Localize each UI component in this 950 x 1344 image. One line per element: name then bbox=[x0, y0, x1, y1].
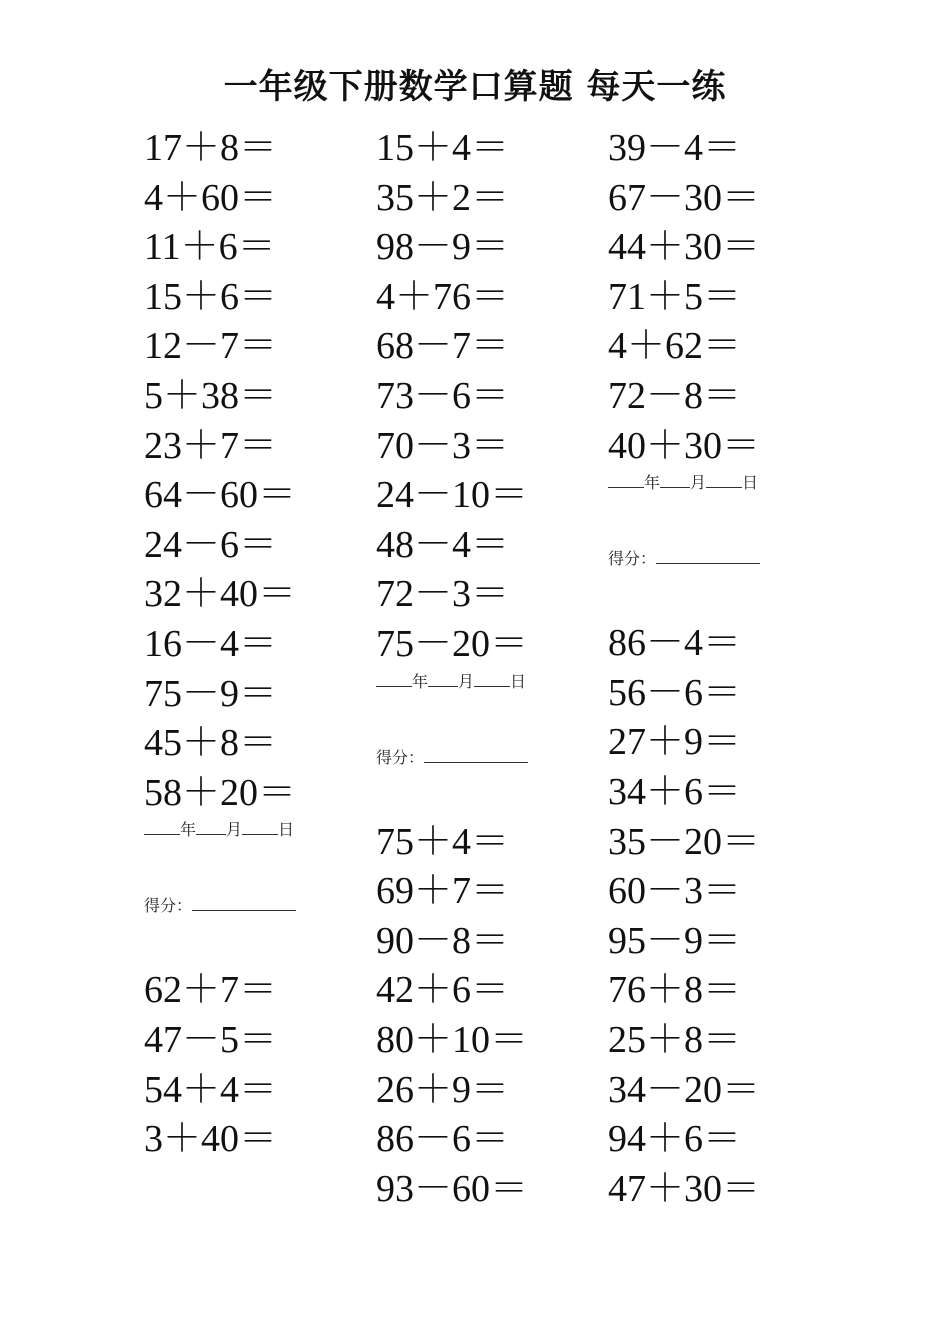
problem-item: 60－3＝ bbox=[608, 870, 742, 913]
day-blank[interactable] bbox=[242, 820, 278, 835]
problem-item: 15＋4＝ bbox=[376, 127, 510, 169]
problem-item: 70－3＝ bbox=[376, 424, 510, 467]
problem-item: 58＋20＝ bbox=[144, 771, 297, 814]
column-2 bbox=[376, 124, 608, 1214]
problem-item: 27＋9＝ bbox=[608, 721, 742, 764]
problem-item: 34＋6＝ bbox=[608, 770, 742, 813]
problem-item: 75＋4＝ bbox=[376, 820, 510, 863]
problem-item: 24－6＝ bbox=[144, 523, 278, 566]
date-line bbox=[144, 818, 376, 842]
problem-item: 44＋30＝ bbox=[608, 226, 761, 269]
month-label: 月 bbox=[226, 820, 243, 840]
problem-item: 5＋38＝ bbox=[144, 374, 278, 417]
problem-item: 45＋8＝ bbox=[144, 722, 278, 765]
problem-item: 4＋76＝ bbox=[376, 275, 510, 318]
date-line bbox=[608, 471, 840, 495]
problem-item: 54＋4＝ bbox=[144, 1068, 278, 1111]
year-blank[interactable] bbox=[144, 820, 180, 835]
problem-item: 47＋30＝ bbox=[608, 1167, 761, 1210]
score-blank[interactable] bbox=[424, 748, 528, 763]
problem-item: 94＋6＝ bbox=[608, 1118, 742, 1161]
month-label: 月 bbox=[690, 473, 707, 493]
problem-item: 67－30＝ bbox=[608, 176, 761, 219]
problem-item: 73－6＝ bbox=[376, 374, 510, 417]
problem-item: 42＋6＝ bbox=[376, 969, 510, 1012]
problem-item: 12－7＝ bbox=[144, 325, 278, 368]
problem-item: 32＋40＝ bbox=[144, 573, 297, 616]
problem-item: 68－7＝ bbox=[376, 325, 510, 368]
problem-item: 69＋7＝ bbox=[376, 870, 510, 913]
year-label: 年 bbox=[644, 473, 661, 493]
month-label: 月 bbox=[458, 671, 475, 691]
problem-item: 75－20＝ bbox=[376, 622, 529, 665]
problem-item: 11＋6＝ bbox=[144, 226, 276, 269]
problem-item: 64－60＝ bbox=[144, 474, 297, 517]
problem-item: 4＋60＝ bbox=[144, 176, 278, 219]
problem-item: 3＋40＝ bbox=[144, 1118, 278, 1161]
year-label: 年 bbox=[180, 820, 197, 840]
problem-item: 80＋10＝ bbox=[376, 1018, 529, 1061]
month-blank[interactable] bbox=[428, 672, 458, 687]
problem-item: 48－4＝ bbox=[376, 523, 510, 566]
problem-item: 15＋6＝ bbox=[144, 275, 278, 318]
problem-item: 35－20＝ bbox=[608, 820, 761, 863]
date-line bbox=[376, 670, 608, 694]
problem-item: 34－20＝ bbox=[608, 1068, 761, 1111]
problem-item: 56－6＝ bbox=[608, 671, 742, 714]
spacer bbox=[144, 842, 376, 894]
column-3 bbox=[608, 124, 840, 1214]
problem-item: 17＋8＝ bbox=[144, 127, 278, 169]
day-blank[interactable] bbox=[706, 473, 742, 488]
score-blank[interactable] bbox=[656, 549, 760, 564]
month-blank[interactable] bbox=[660, 473, 690, 488]
problem-item: 93－60＝ bbox=[376, 1167, 529, 1210]
page-title: 一年级下册数学口算题 每天一练 bbox=[223, 67, 727, 107]
score-line bbox=[144, 894, 376, 918]
problem-item: 24－10＝ bbox=[376, 474, 529, 517]
spacer bbox=[608, 571, 840, 619]
problem-item: 86－4＝ bbox=[608, 622, 742, 665]
problem-item: 72－8＝ bbox=[608, 374, 742, 417]
problem-item: 16－4＝ bbox=[144, 622, 278, 665]
problem-item: 40＋30＝ bbox=[608, 424, 761, 467]
problem-item: 62＋7＝ bbox=[144, 969, 278, 1012]
day-label: 日 bbox=[510, 671, 527, 691]
score-label: 得分： bbox=[144, 896, 193, 916]
spacer bbox=[376, 694, 608, 746]
year-blank[interactable] bbox=[376, 672, 412, 687]
problem-item: 98－9＝ bbox=[376, 226, 510, 269]
problem-item: 47－5＝ bbox=[144, 1018, 278, 1061]
month-blank[interactable] bbox=[196, 820, 226, 835]
spacer bbox=[608, 495, 840, 547]
day-blank[interactable] bbox=[474, 672, 510, 687]
problem-item: 4＋62＝ bbox=[608, 325, 742, 368]
problem-item: 75－9＝ bbox=[144, 672, 278, 715]
day-label: 日 bbox=[742, 473, 759, 493]
score-line bbox=[376, 746, 608, 770]
score-line bbox=[608, 547, 840, 571]
day-label: 日 bbox=[278, 820, 295, 840]
problem-item: 25＋8＝ bbox=[608, 1018, 742, 1061]
spacer bbox=[144, 918, 376, 966]
problem-item: 71＋5＝ bbox=[608, 275, 742, 318]
problem-item: 95－9＝ bbox=[608, 919, 742, 962]
problem-item: 35＋2＝ bbox=[376, 176, 510, 219]
problem-item: 39－4＝ bbox=[608, 127, 742, 169]
score-blank[interactable] bbox=[192, 896, 296, 911]
score-label: 得分： bbox=[376, 747, 425, 767]
problem-item: 72－3＝ bbox=[376, 573, 510, 616]
column-1 bbox=[144, 124, 376, 1165]
problem-item: 86－6＝ bbox=[376, 1118, 510, 1161]
problem-item: 90－8＝ bbox=[376, 919, 510, 962]
problem-item: 76＋8＝ bbox=[608, 969, 742, 1012]
problem-item: 26＋9＝ bbox=[376, 1068, 510, 1111]
score-label: 得分： bbox=[608, 549, 657, 569]
year-label: 年 bbox=[412, 671, 429, 691]
spacer bbox=[376, 770, 608, 818]
year-blank[interactable] bbox=[608, 473, 644, 488]
problem-item: 23＋7＝ bbox=[144, 424, 278, 467]
